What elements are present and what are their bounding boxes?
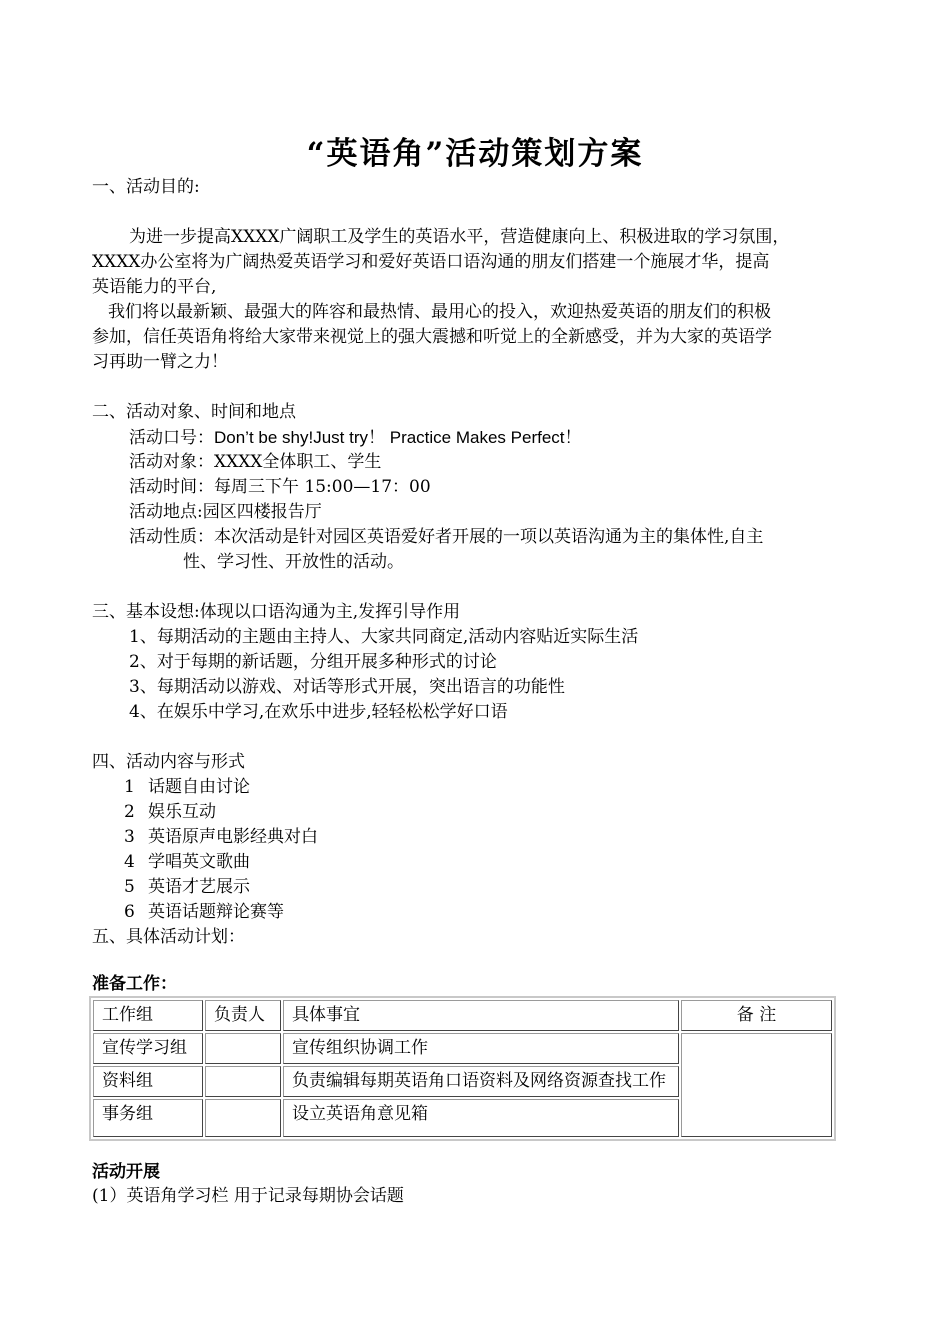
content-item bbox=[124, 900, 284, 925]
prep-table bbox=[89, 996, 836, 1141]
purpose-paragraph-1-line-2: XXXX办公室将为广阔热爱英语学习和爱好英语口语沟通的朋友们搭建一个施展才华，提高 bbox=[92, 252, 770, 272]
content-item-number: 1 bbox=[124, 777, 135, 797]
content-item-text: 英语话题辩论赛等 bbox=[148, 902, 284, 922]
cell-notes bbox=[681, 1033, 832, 1137]
content-item-text: 英语才艺展示 bbox=[148, 877, 250, 897]
slogan-label: 活动口号： bbox=[129, 428, 214, 448]
content-item-number: 4 bbox=[124, 852, 135, 872]
cell-group: 资料组 bbox=[93, 1066, 203, 1097]
target-line: 活动对象：XXXX全体职工、学生 bbox=[129, 452, 382, 472]
cell-owner bbox=[205, 1033, 281, 1064]
cell-tasks: 设立英语角意见箱 bbox=[283, 1099, 679, 1137]
cell-group: 事务组 bbox=[93, 1099, 203, 1137]
purpose-paragraph-2-line-3: 习再助一臂之力！ bbox=[92, 352, 228, 372]
purpose-paragraph-2-line-2: 参加，信任英语角将给大家带来视觉上的强大震撼和听觉上的全新感受，并为大家的英语学 bbox=[92, 327, 772, 347]
place-line: 活动地点:园区四楼报告厅 bbox=[129, 502, 322, 522]
content-item bbox=[124, 825, 318, 850]
section-5-heading: 五、具体活动计划： bbox=[92, 927, 245, 947]
section-4-heading: 四、活动内容与形式 bbox=[92, 752, 245, 772]
nature-line-2: 性、学习性、开放性的活动。 bbox=[183, 552, 404, 572]
cell-owner bbox=[205, 1066, 281, 1097]
purpose-paragraph-2-line-1: 我们将以最新颖、最强大的阵容和最热情、最用心的投入，欢迎热爱英语的朋友们的积极 bbox=[108, 302, 771, 322]
header-cell-notes: 备 注 bbox=[681, 1000, 832, 1031]
nature-line-1: 活动性质：本次活动是针对园区英语爱好者开展的一项以英语沟通为主的集体性,自主 bbox=[129, 527, 764, 547]
content-item-number: 6 bbox=[124, 902, 135, 922]
content-item-text: 学唱英文歌曲 bbox=[148, 852, 250, 872]
table-header-row bbox=[93, 1000, 832, 1031]
header-cell-tasks: 具体事宜 bbox=[283, 1000, 679, 1031]
cell-tasks: 宣传组织协调工作 bbox=[283, 1033, 679, 1064]
idea-item-3: 3、每期活动以游戏、对话等形式开展，突出语言的功能性 bbox=[129, 677, 565, 697]
section-3-heading: 三、基本设想:体现以口语沟通为主,发挥引导作用 bbox=[92, 602, 461, 622]
content-item bbox=[124, 775, 250, 800]
table-row bbox=[93, 1033, 832, 1064]
purpose-paragraph-1-line-3: 英语能力的平台, bbox=[92, 277, 217, 297]
content-item-text: 话题自由讨论 bbox=[148, 777, 250, 797]
time-line: 活动时间：每周三下午 15:00—17：00 bbox=[129, 477, 431, 497]
slogan-line bbox=[129, 425, 582, 451]
content-item-number: 3 bbox=[124, 827, 135, 847]
section-2-heading: 二、活动对象、时间和地点 bbox=[92, 402, 296, 422]
header-cell-group: 工作组 bbox=[93, 1000, 203, 1031]
idea-item-2: 2、对于每期的新话题，分组开展多种形式的讨论 bbox=[129, 652, 497, 672]
idea-item-1: 1、每期活动的主题由主持人、大家共同商定,活动内容贴近实际生活 bbox=[129, 627, 639, 647]
activity-heading: 活动开展 bbox=[92, 1162, 160, 1182]
activity-item-1: (1）英语角学习栏 用于记录每期协会话题 bbox=[92, 1186, 404, 1206]
slogan-text: Don’t be shy!Just try！ Practice Makes Perfect！ bbox=[214, 428, 582, 447]
content-item bbox=[124, 800, 216, 825]
prep-heading: 准备工作： bbox=[92, 974, 177, 994]
content-item-number: 5 bbox=[124, 877, 135, 897]
purpose-paragraph-1-line-1: 为进一步提高XXXX广阔职工及学生的英语水平，营造健康向上、积极进取的学习氛围， bbox=[129, 227, 790, 247]
idea-item-4: 4、在娱乐中学习,在欢乐中进步,轻轻松松学好口语 bbox=[129, 702, 508, 722]
content-item bbox=[124, 850, 250, 875]
section-1-heading: 一、活动目的: bbox=[92, 177, 200, 197]
cell-owner bbox=[205, 1099, 281, 1137]
content-item-number: 2 bbox=[124, 802, 135, 822]
content-item bbox=[124, 875, 250, 900]
page-title: “英语角”活动策划方案 bbox=[306, 136, 644, 172]
content-item-text: 英语原声电影经典对白 bbox=[148, 827, 318, 847]
header-cell-owner: 负责人 bbox=[205, 1000, 281, 1031]
cell-group: 宣传学习组 bbox=[93, 1033, 203, 1064]
content-item-text: 娱乐互动 bbox=[148, 802, 216, 822]
cell-tasks: 负责编辑每期英语角口语资料及网络资源查找工作 bbox=[283, 1066, 679, 1097]
